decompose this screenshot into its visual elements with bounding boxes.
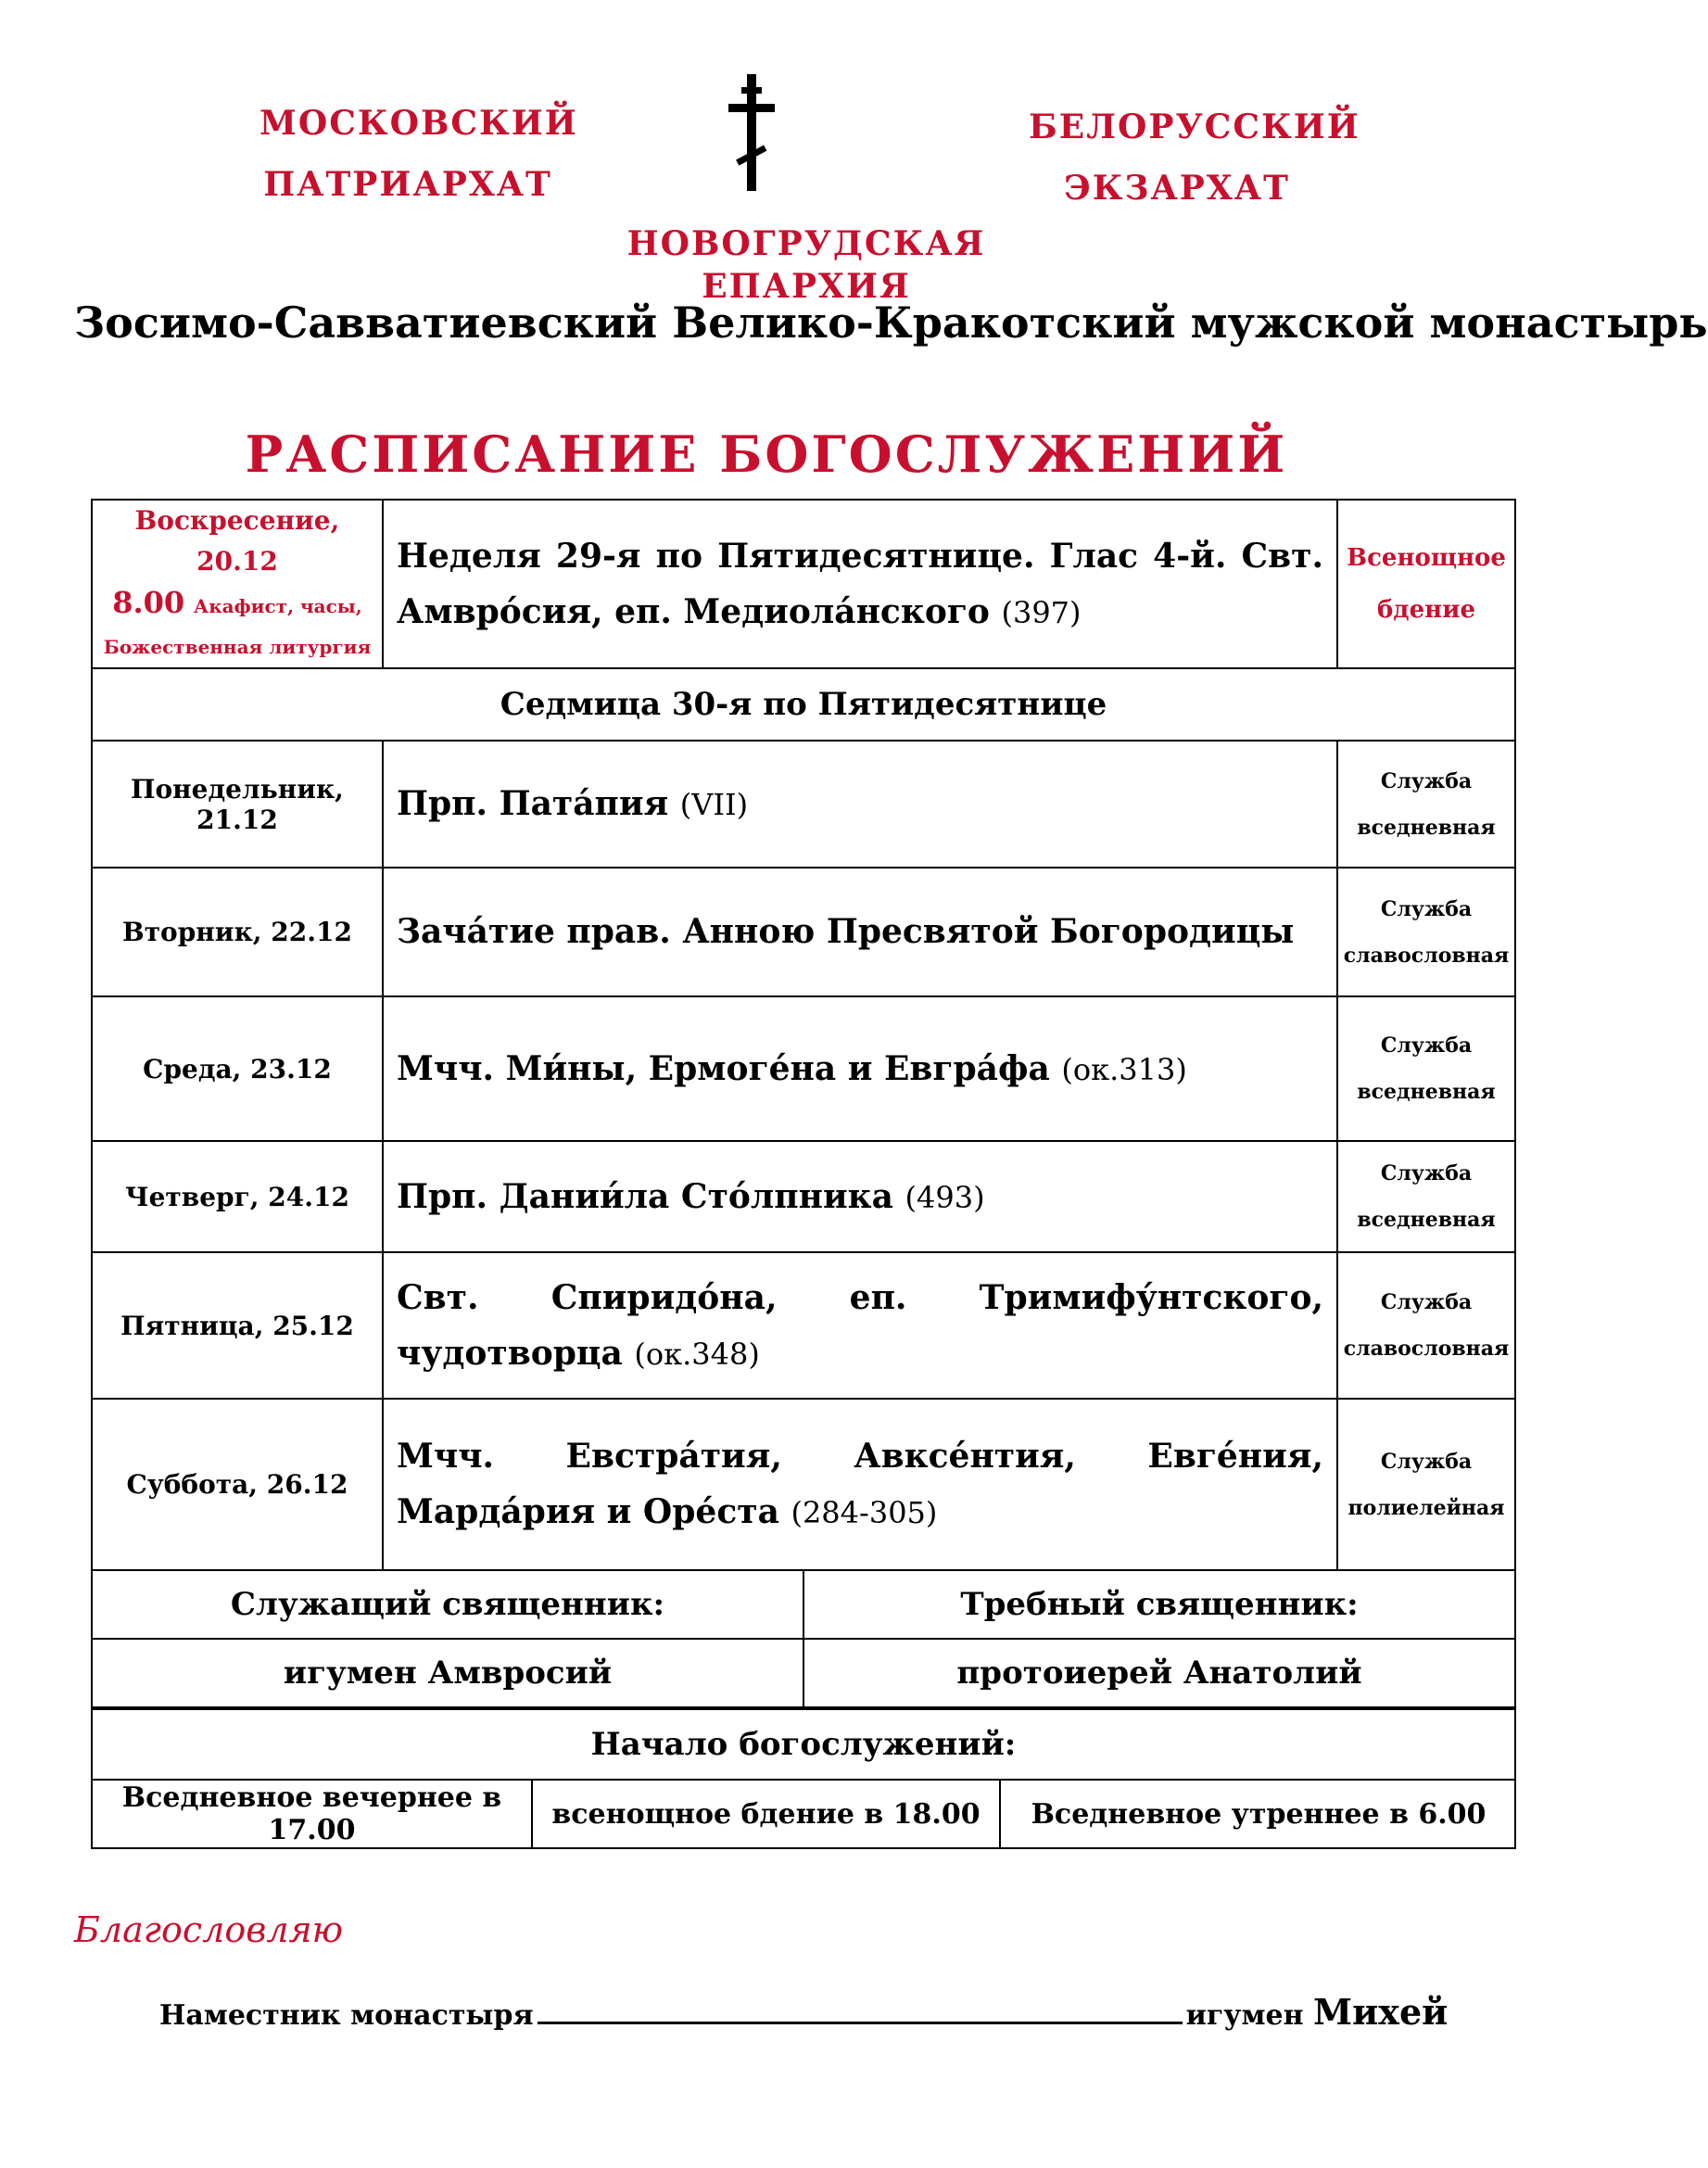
sunday-service-2: бдение bbox=[1376, 596, 1476, 624]
service-start-title: Начало богослужений: bbox=[590, 1726, 1017, 1763]
feast-year: (ок.313) bbox=[1061, 1051, 1187, 1087]
day-cell: Суббота, 26.12 bbox=[92, 1399, 383, 1570]
sunday-day-cell bbox=[92, 500, 383, 668]
service-line-2: вседневная bbox=[1357, 1208, 1496, 1232]
header-left-line-1: МОСКОВСКИЙ bbox=[259, 104, 578, 143]
signature-line bbox=[159, 1991, 1448, 2033]
sunday-time: 8.00 bbox=[112, 585, 185, 620]
day-cell: Четверг, 24.12 bbox=[92, 1141, 383, 1252]
header-eparchy: НОВОГРУДСКАЯ ЕПАРХИЯ bbox=[626, 224, 986, 306]
service-line-2: славословная bbox=[1343, 943, 1510, 968]
feast-text: Прп. Дании́ла Сто́лпника bbox=[397, 1176, 893, 1216]
signer-title: игумен bbox=[1185, 1999, 1304, 2032]
schedule-row-wednesday bbox=[92, 996, 1515, 1141]
treby-priest-label: Требный священник: bbox=[803, 1571, 1514, 1639]
schedule-row-tuesday bbox=[92, 868, 1515, 996]
feast-year: (493) bbox=[905, 1179, 985, 1215]
service-line-1: Служба bbox=[1380, 1033, 1473, 1058]
service-line-2: полиелейная bbox=[1347, 1495, 1505, 1520]
week-title: Седмица 30-я по Пятидесятнице bbox=[92, 668, 1515, 741]
service-line-2: славословная bbox=[1343, 1337, 1510, 1361]
service-line-2: вседневная bbox=[1357, 1080, 1496, 1104]
schedule-row-monday bbox=[92, 741, 1515, 868]
feast-cell bbox=[383, 1141, 1337, 1252]
feast-cell bbox=[383, 996, 1337, 1141]
feast-year: (284-305) bbox=[791, 1495, 938, 1530]
schedule-row-thursday bbox=[92, 1141, 1515, 1252]
header-right-line-1: БЕЛОРУССКИЙ bbox=[1029, 108, 1360, 146]
service-line-1: Служба bbox=[1380, 1290, 1473, 1314]
header-moscow-patriarchate bbox=[259, 93, 578, 215]
serving-priest-name: игумен Амвросий bbox=[93, 1639, 803, 1707]
schedule-table bbox=[91, 499, 1516, 1849]
service-line-2: вседневная bbox=[1357, 815, 1496, 840]
feast-cell bbox=[383, 1399, 1337, 1570]
day-cell: Понедельник, 21.12 bbox=[92, 741, 383, 868]
feast-text: Мчч. Евстра́тия, Авксе́нтия, Евге́ния, Марда́рия и Оре́ста bbox=[397, 1437, 1323, 1531]
service-line-1: Служба bbox=[1380, 768, 1473, 793]
service-cell bbox=[1337, 996, 1515, 1141]
service-start-row bbox=[92, 1709, 1515, 1848]
feast-cell bbox=[383, 1252, 1337, 1399]
header-right-line-2: ЭКЗАРХАТ bbox=[1064, 169, 1290, 208]
schedule-row-saturday bbox=[92, 1399, 1515, 1570]
day-cell: Среда, 23.12 bbox=[92, 996, 383, 1141]
feast-text: Мчч. Ми́ны, Ермоге́на и Евгра́фа bbox=[397, 1048, 1050, 1088]
monastery-name: Зосимо-Савватиевский Велико-Кракотский мужской монастырь bbox=[74, 298, 1708, 348]
header-left-line-2: ПАТРИАРХАТ bbox=[263, 165, 552, 204]
schedule-title: РАСПИСАНИЕ БОГОСЛУЖЕНИЙ bbox=[245, 425, 1288, 484]
feast-cell bbox=[383, 741, 1337, 868]
feast-text: Прп. Пата́пия bbox=[397, 784, 669, 823]
sunday-feast-year: (397) bbox=[1001, 594, 1082, 630]
signer-name: Михей bbox=[1313, 1991, 1449, 2033]
sunday-day: Воскресение, 20.12 bbox=[134, 505, 340, 577]
feast-text: Зача́тие прав. Анною Пресвятой Богородицы bbox=[397, 912, 1295, 951]
sunday-row bbox=[92, 500, 1515, 668]
sunday-time-note: Акафист, часы, bbox=[193, 595, 362, 617]
sunday-feast-cell bbox=[383, 500, 1337, 668]
vespers-time: Вседневное вечернее в 17.00 bbox=[93, 1780, 532, 1847]
service-start-times bbox=[93, 1779, 1516, 1847]
orthodox-cross-icon bbox=[728, 74, 775, 191]
service-line-1: Служба bbox=[1380, 1449, 1473, 1474]
deputy-label: Наместник монастыря bbox=[159, 1999, 534, 2032]
feast-year: (VII) bbox=[679, 787, 749, 822]
service-cell bbox=[1337, 1399, 1515, 1570]
priests-row bbox=[92, 1570, 1515, 1709]
blessing-text: Благословляю bbox=[74, 1909, 344, 1950]
sunday-liturgy: Божественная литургия bbox=[103, 636, 372, 658]
signature-blank bbox=[538, 2018, 1183, 2024]
priests-table bbox=[93, 1571, 1514, 1708]
week-title-row bbox=[92, 668, 1515, 741]
day-cell: Пятница, 25.12 bbox=[92, 1252, 383, 1399]
treby-priest-name: протоиерей Анатолий bbox=[803, 1639, 1514, 1707]
feast-year: (ок.348) bbox=[634, 1336, 760, 1372]
feast-cell bbox=[383, 868, 1337, 996]
service-cell bbox=[1337, 741, 1515, 868]
header-belarusian-exarchate bbox=[1029, 96, 1360, 219]
service-line-1: Служба bbox=[1380, 896, 1473, 921]
sunday-service-1: Всенощное bbox=[1347, 544, 1506, 572]
sunday-service-cell bbox=[1337, 500, 1515, 668]
service-line-1: Служба bbox=[1380, 1161, 1473, 1185]
vigil-time: всенощное бдение в 18.00 bbox=[532, 1780, 1000, 1847]
service-cell bbox=[1337, 1141, 1515, 1252]
service-cell bbox=[1337, 1252, 1515, 1399]
schedule-row-friday bbox=[92, 1252, 1515, 1399]
day-cell: Вторник, 22.12 bbox=[92, 868, 383, 996]
serving-priest-label: Служащий священник: bbox=[93, 1571, 803, 1639]
feast-text: Свт. Спиридо́на, еп. Тримифу́нтского, чудотворца bbox=[397, 1277, 1323, 1373]
sunday-feast: Неделя 29-я по Пятидесятнице. Глас 4-й. Свт. Амвро́сия, еп. Медиола́нского bbox=[397, 536, 1323, 631]
matins-time: Вседневное утреннее в 6.00 bbox=[1000, 1780, 1516, 1847]
service-cell bbox=[1337, 868, 1515, 996]
